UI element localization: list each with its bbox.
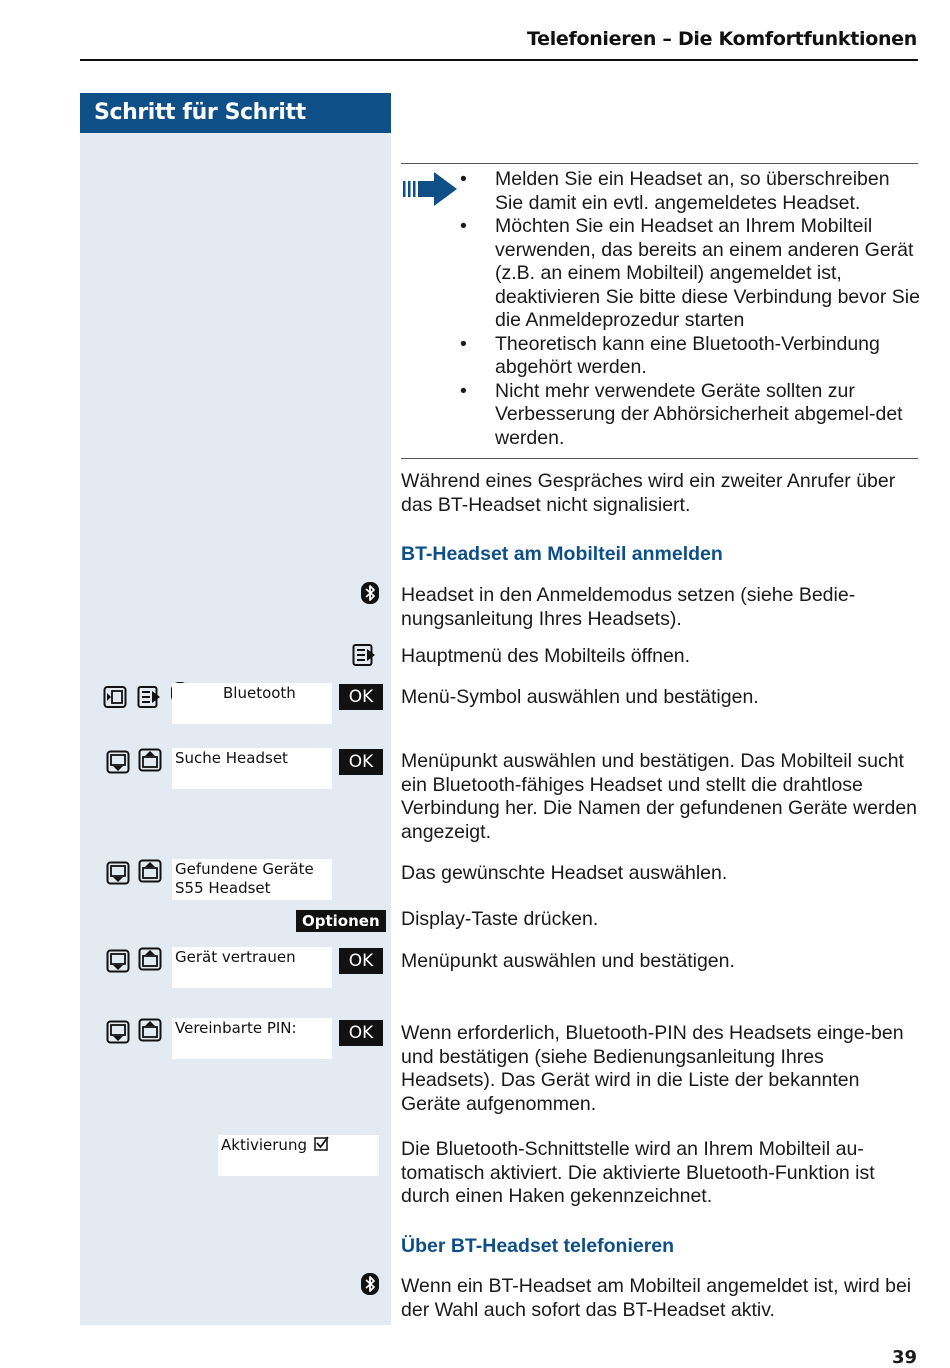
checkbox-checked-icon xyxy=(314,1136,329,1151)
left-key-icon[interactable] xyxy=(103,685,127,709)
page-number: 39 xyxy=(891,1347,917,1368)
step-text: Menüpunkt auswählen und bestätigen. xyxy=(401,950,735,972)
header-rule xyxy=(80,59,918,61)
step-text: Die Bluetooth-Schnittstelle wird an Ihrem Mobilteil au-tomatisch aktiviert. Die aktivierte Bluetooth-Funktion ist durch einen Haken gekennzeichnet. xyxy=(401,1138,875,1207)
nav-down-icon[interactable] xyxy=(106,750,130,774)
ok-button[interactable]: OK xyxy=(339,1020,383,1046)
display-geraet-vertrauen: Gerät vertrauen xyxy=(172,947,332,988)
list-item: • Theoretisch kann eine Bluetooth-Verbindung abgehört werden. xyxy=(460,332,880,378)
step-text: Hauptmenü des Mobilteils öffnen. xyxy=(401,645,691,667)
step-text: Menü-Symbol auswählen und bestätigen. xyxy=(401,686,759,708)
intro-text: Während eines Gespräches wird ein zweiter Anrufer über das BT-Headset nicht signalisiert. xyxy=(401,470,896,516)
ok-button[interactable]: OK xyxy=(339,684,383,710)
note-top-rule xyxy=(401,163,918,164)
display-pin: Vereinbarte PIN: xyxy=(172,1018,332,1059)
step-text: Wenn ein BT-Headset am Mobilteil angemeldet ist, wird bei der Wahl auch sofort das BT-Headset aktiv. xyxy=(401,1275,912,1321)
ok-button[interactable]: OK xyxy=(339,948,383,974)
display-aktivierung xyxy=(218,1135,379,1176)
bluetooth-icon xyxy=(358,1272,382,1296)
nav-up-icon[interactable] xyxy=(138,947,162,971)
bluetooth-icon xyxy=(358,581,382,605)
display-suche-headset: Suche Headset xyxy=(172,748,332,789)
list-item: • Nicht mehr verwendete Geräte sollten zur Verbesserung der Abhörsicherheit abgemel-det werden. xyxy=(460,379,903,449)
step-text: Display-Taste drücken. xyxy=(401,908,599,930)
display-gefundene-geraete xyxy=(172,859,332,900)
note-bottom-rule xyxy=(401,458,918,459)
display-line: Gefundene Geräte xyxy=(175,860,314,878)
list-item: • Melden Sie ein Headset an, so überschreiben Sie damit ein evtl. angemeldetes Headset. xyxy=(460,168,890,214)
sidebar-title: Schritt für Schritt xyxy=(80,93,391,133)
nav-down-icon[interactable] xyxy=(106,1020,130,1044)
nav-up-icon[interactable] xyxy=(138,859,162,883)
arrow-note-icon xyxy=(403,172,457,206)
step-text: Menüpunkt auswählen und bestätigen. Das Mobilteil sucht ein Bluetooth-fähiges Headset und stellt die drahtlose Verbindung her. Die Namen der gefundenen Geräte werden angezeigt. xyxy=(401,750,918,843)
section-title-telefonieren: Über BT-Headset telefonieren xyxy=(401,1235,675,1257)
display-line: Aktivierung xyxy=(221,1136,307,1154)
nav-down-icon[interactable] xyxy=(106,861,130,885)
nav-down-icon[interactable] xyxy=(106,949,130,973)
right-menu-key-icon[interactable] xyxy=(137,685,161,709)
page-header-title: Telefonieren – Die Komfortfunktionen xyxy=(526,28,917,50)
section-title-anmelden: BT-Headset am Mobilteil anmelden xyxy=(401,543,723,565)
optionen-button[interactable]: Optionen xyxy=(296,910,386,932)
display-line: S55 Headset xyxy=(175,879,271,897)
list-item: • Möchten Sie ein Headset an Ihrem Mobilteil verwenden, das bereits an einem anderen Gerät (z.B. an einem Mobilteil) angemeldet ist, deaktivieren Sie bitte diese Verbindung bevor Sie die Anmeldeprozedur starten xyxy=(460,215,920,331)
nav-up-icon[interactable] xyxy=(138,1018,162,1042)
menu-key-icon xyxy=(352,643,376,667)
ok-button[interactable]: OK xyxy=(339,749,383,775)
step-text: Wenn erforderlich, Bluetooth-PIN des Headsets einge-ben und bestätigen (siehe Bedienungsanleitung Ihres Headsets). Das Gerät wird in die Liste der bekannten Geräte aufgenommen. xyxy=(401,1022,904,1115)
step-text: Das gewünschte Headset auswählen. xyxy=(401,862,728,884)
step-text: Headset in den Anmeldemodus setzen (siehe Bedie-nungsanleitung Ihres Headsets). xyxy=(401,584,856,630)
display-bluetooth: Bluetooth xyxy=(172,683,332,724)
nav-up-icon[interactable] xyxy=(138,748,162,772)
note-list xyxy=(460,168,920,450)
